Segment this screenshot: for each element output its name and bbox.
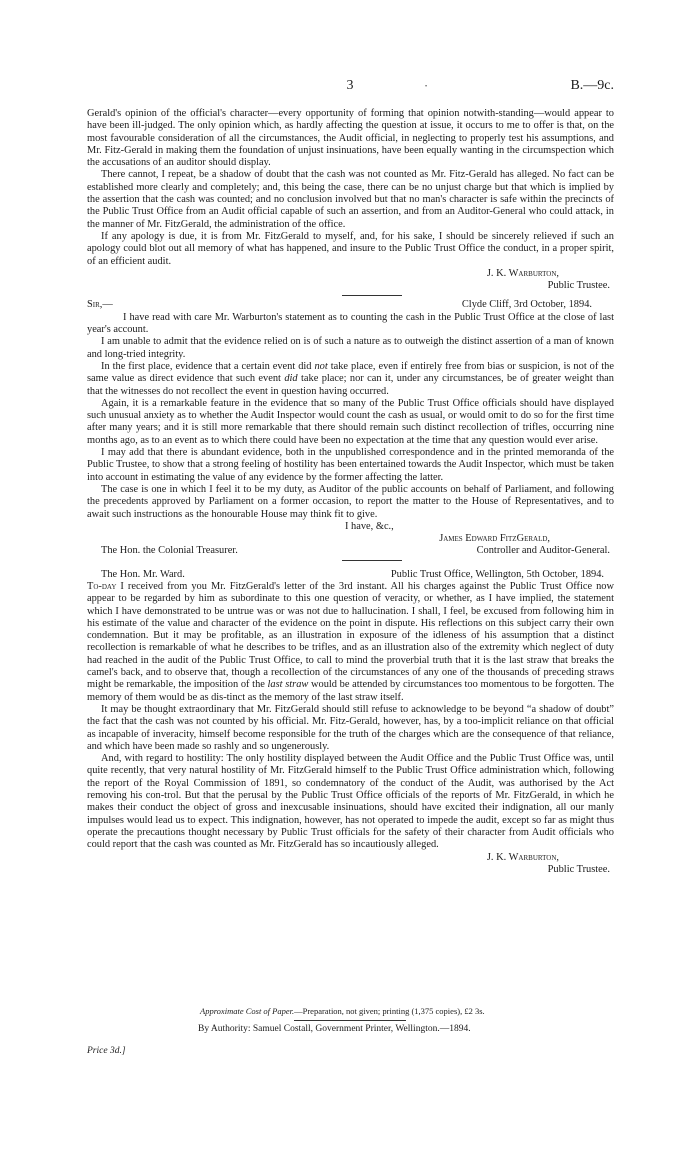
salutation: Sir,—: [87, 299, 113, 311]
paragraph: [87, 581, 614, 704]
signature-name: J. K. Warburton,: [486, 267, 559, 279]
addressee: The Hon. Mr. Ward.: [101, 568, 185, 580]
paragraph: Gerald's opinion of the official's character—every opportunity of forming that opinion notwith-standing—would appear to have been ill-judged. The only opinion which, as hardly affecting the question at issue, it occurs to me to offer is that, on the most favourable consideration of all the circumstances, the Audit official, in neglecting to properly test his assumptions, and Mr. Fitz-Gerald in making them the foundation of unjust insinuations, have been equally wanting in the circumspection which the accusations of an auditor should display.: [87, 108, 614, 169]
cost-label: Approximate Cost of Paper.: [200, 1006, 295, 1016]
addressee-row: [87, 545, 614, 557]
price-label: Price 3d.]: [87, 1046, 126, 1056]
paragraph: I am unable to admit that the evidence relied on is of such a nature as to outweigh the distinct assertion of a man of known and long-tried integrity.: [87, 336, 614, 360]
paragraph: It may be thought extraordinary that Mr. FitzGerald should still refuse to acknowledge to be beyond “a shadow of doubt” the fact that the cash was not counted by his official. Mr. Fitz-Gerald, however, has, by a too-implicit reliance on that official as incapable of inveracity, himself become responsible for the truth of the charges which are the consequence of that reliance, and which have been made so rashly and so ungenerously.: [87, 703, 614, 752]
footer-rule: [294, 1020, 406, 1021]
paragraph: There cannot, I repeat, be a shadow of doubt that the cash was not counted as Mr. Fitz-Gerald has alleged. No fact can be established more clearly and completely; and, this being the case, there can be no unjust charge but that which is implied by the assertion that the cash was counted; and no conclusion involved but that no man's character is safe within the precincts of the Public Trust Office from an Audit official capable of such an assertion, and from an Auditor-General who could attack, in the manner of Mr. FitzGerald, the administration of the office.: [87, 169, 614, 230]
text-run: take place; nor can it, under any circumstances, be of greater weight than that the witnesses do not recollect the event in question having occurred.: [87, 373, 614, 397]
letter-heading: [87, 569, 614, 581]
lead-word: To-day: [87, 580, 117, 592]
separator-rule: [342, 295, 402, 296]
place-date: Clyde Cliff, 3rd October, 1894.: [461, 299, 592, 311]
paragraph: If any apology is due, it is from Mr. FitzGerald to myself, and, for his sake, I should be sincerely relieved if such an apology could blot out all memory of what has happened, and insure to the Public Trust Office the conduct, in a proper spirit, of an efficient audit.: [87, 230, 614, 267]
paragraph: The case is one in which I feel it to be my duty, as Auditor of the public accounts on behalf of Parliament, and following the precedents approved by Parliament on a former occasion, to report the matter to the House of Representatives, and to await such instructions as the honourable House may think fit to give.: [87, 483, 614, 520]
text-run: take place, even if entirely free from bias or suspicion, is not of the same value as direct evidence that such event: [87, 360, 614, 385]
signature-name: J. K. Warburton,: [486, 851, 559, 863]
text-run: In the first place, evidence that a certain event did: [101, 360, 315, 372]
place-date: Public Trust Office, Wellington, 5th October, 1894.: [390, 568, 604, 580]
paragraph: Again, it is a remarkable feature in the evidence that so many of the Public Trust Office officials should have displayed such unusual anxiety as to whether the Audit Inspector would count the cash as usual, or would omit to do so for the first time after many years; and it is still more remarkable that there should remain such distinct recollection of trifles, occurring nine months ago, as to an event as to which there could have been no expectation at the time that any question would ever arise.: [87, 397, 614, 446]
signature-title: Controller and Auditor-General.: [476, 545, 610, 557]
paragraph: I may add that there is abundant evidence, both in the unpublished correspondence and in the printed memoranda of the Public Trustee, to show that a strong feeling of hostility has been entertained towards the Audit Inspector, which must be taken into account in estimating the value of any evidence by the former affecting the latter.: [87, 447, 614, 483]
document-reference: B.—9c.: [570, 78, 614, 93]
text-run: would be attended by circumstances too momentous to be forgotten. The memory of them would be as dis-tinct as the memory of the last straw itself.: [87, 679, 614, 703]
page-header: [0, 78, 700, 96]
page-number: 3: [346, 78, 354, 93]
emphasis-text: did: [284, 373, 298, 385]
cost-text: —Preparation, not given; printing (1,375 copies), £2 3s.: [294, 1006, 485, 1016]
letter-heading: [87, 299, 614, 311]
signature-title: Public Trustee.: [547, 280, 610, 292]
signature-title: Public Trustee.: [547, 863, 610, 875]
emphasis-text: not: [314, 360, 328, 372]
print-speck: •: [425, 84, 428, 90]
paragraph: And, with regard to hostility: The only hostility displayed between the Audit Office and the Public Trust Office was, until quite recently, that very natural hostility of Mr. FitzGerald himself to the Public Trust Office administration which, following the report of the Royal Commission of 1891, so condemnatory of the conduct of the Audit, was authorised by the Act removing his con-trol. But that the perusal by the Public Trust Office officials of the reports of Mr. FitzGerald, in which he makes their conduct the object of gross and inexcusable insinuations, should have excited their indignation, all our manly impulses would lead us to expect. This indignation, however, has not operated to impede the audit, except so far as might thus operate the precautions thought necessary by Public Trust officials for the safety of their character from Audit officials who could report that the cash was counted as Mr. FitzGerald has so incautiously alleged.: [87, 753, 614, 851]
closing: I have, &c.,: [345, 520, 394, 532]
text-run: I received from you Mr. FitzGerald's letter of the 3rd instant. All his charges against the Public Trust Office now appear to be regarded by him as subordinate to this one question of veracity, or whether, as I have implied, the statement which I have demonstrated to be untrue was or was not due to hallucination. I shall, I feel, be excused from following him in his estimate of the value and character of the evidence on the point in dispute. His reflections on this subject carry their own condemnation. But it may be profitable, as an illustration in exposure of the idleness of his assumption that a distinct recollection is remarkable of what he describes to be trifles, and as an illustration also of the extremity which neglect of duty had reached in the audit of the Public Trust Office, to call to mind the proverbial truth that it is the last straw that breaks the camel's back, and to observe that, though a recollection of the circumstances of any one of the thousands of preceding straws might be remarkable, the imposition of the: [87, 580, 614, 691]
addressee: The Hon. the Colonial Treasurer.: [101, 545, 238, 557]
printer-authority: By Authority: Samuel Costall, Government Printer, Wellington.—1894.: [198, 1024, 471, 1034]
cost-note: [200, 1006, 485, 1016]
emphasis-text: last straw: [267, 679, 309, 691]
document-body: [87, 108, 614, 876]
paragraph: I have read with care Mr. Warburton's statement as to counting the cash in the Public Trust Office at the close of last year's account.: [87, 311, 614, 336]
paragraph: [87, 361, 614, 398]
signature-name: James Edward FitzGerald,: [439, 533, 550, 545]
separator-rule: [342, 560, 402, 561]
